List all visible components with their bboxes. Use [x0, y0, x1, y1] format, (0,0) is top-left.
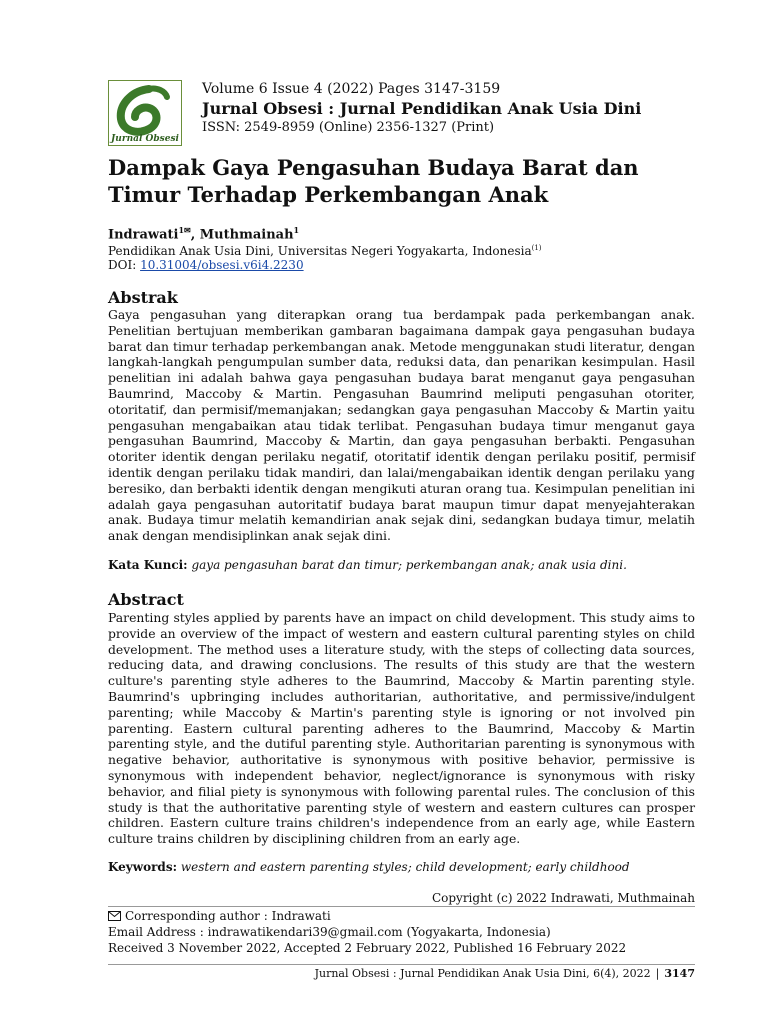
doi-line: [108, 257, 304, 274]
running-header-divider: [108, 964, 695, 965]
page-number: 3147: [664, 967, 695, 980]
abstrak-heading: Abstrak: [108, 288, 178, 307]
keywords-label: Keywords:: [108, 860, 178, 874]
author-separator: ,: [190, 227, 200, 243]
corresponding-author-line: [108, 908, 331, 924]
issn-line: ISSN: 2549-8959 (Online) 2356-1327 (Print): [202, 120, 495, 135]
abstract-body: Parenting styles applied by parents have an impact on child development. This study aims to provide an overview of the impact of western and eastern cultural parenting styles on child development. The method uses a literature study, with the steps of collecting data sources, reducing data, and drawing conclusions. The results of this study are that the western culture's parenting style adheres to the Baumrind, Maccoby & Martin parenting style. Baumrind's upbringing includes authoritarian, authoritative, and permissive/indulgent parenting; while Maccoby & Martin's parenting style is ignoring or not involved pin parenting. Eastern cultural parenting adheres to the Baumrind, Maccoby & Martin parenting style, and the dutiful parenting style. Authoritarian parenting is synonymous with negative behavior, authoritative is synonymous with positive behavior, permissive is synonymous with independent behavior, neglect/ignorance is synonymous with risky behavior, and filial piety is synonymous with following parental rules. The conclusion of this study is that the authoritative parenting style of western and eastern cultures can prosper children. Eastern culture trains children's independence from an early age, while Eastern culture trains children by disciplining children from an early age.: [108, 610, 695, 847]
keywords-line: [108, 859, 630, 875]
journal-header: [202, 80, 641, 137]
running-separator: |: [655, 967, 660, 980]
author-name: Muthmainah: [199, 227, 294, 243]
affiliation-superscript: (1): [531, 244, 542, 252]
footer-divider: [108, 906, 695, 907]
affiliation-text: Pendidikan Anak Usia Dini, Universitas Negeri Yogyakarta, Indonesia: [108, 244, 532, 258]
corresponding-author-text: Corresponding author : Indrawati: [125, 909, 331, 923]
envelope-icon: [108, 911, 121, 921]
article-title: Dampak Gaya Pengasuhan Budaya Barat dan Timur Terhadap Perkembangan Anak: [108, 155, 639, 207]
doi-link[interactable]: 10.31004/obsesi.v6i4.2230: [140, 258, 304, 272]
journal-name: Jurnal Obsesi : Jurnal Pendidikan Anak Usia Dini: [202, 99, 642, 118]
kata-kunci-values: gaya pengasuhan barat dan timur; perkembangan anak; anak usia dini.: [191, 558, 627, 572]
volume-line: Volume 6 Issue 4 (2022) Pages 3147-3159: [202, 81, 501, 97]
author-name: Indrawati: [108, 227, 179, 243]
journal-logo: [108, 80, 182, 146]
kata-kunci-label: Kata Kunci:: [108, 558, 188, 572]
journal-logo-mark-icon: [109, 81, 181, 145]
email-line: Email Address : indrawatikendari39@gmail.com (Yogyakarta, Indonesia): [108, 925, 551, 939]
author-superscript: 1✉: [178, 225, 191, 235]
abstrak-body: Gaya pengasuhan yang diterapkan orang tua berdampak pada perkembangan anak. Penelitian bertujuan memberikan gambaran bagaimana dampak gaya pengasuhan budaya barat dan timur terhadap perkembangan anak. Metode menggunakan studi literatur, dengan langkah-langkah pengumpulan sumber data, reduksi data, dan penarikan kesimpulan. Hasil penelitian ini adalah bahwa gaya pengasuhan budaya barat menganut gaya pengasuhan Baumrind, Maccoby & Martin. Pengasuhan Baumrind meliputi pengasuhan otoriter, otoritatif, dan permisif/memanjakan; sedangkan gaya pengasuhan Maccoby & Martin yaitu pengasuhan mengabaikan atau tidak terlibat. Pengasuhan budaya timur menganut gaya pengasuhan Baumrind, Maccoby & Martin, dan gaya pengasuhan berbakti. Pengasuhan otoriter identik dengan perilaku negatif, otoritatif identik dengan perilaku positif, permisif identik dengan perilaku tidak mandiri, dan lalai/mengabaikan identik dengan perilaku yang beresiko, dan berbakti identik dengan mengikuti aturan orang tua. Kesimpulan penelitian ini adalah gaya pengasuhan autoritatif budaya barat maupun timur dapat menyejahterakan anak. Budaya timur melatih kemandirian anak sejak dini, sedangkan budaya timur, melatih anak dengan mendisiplinkan anak sejak dini.: [108, 307, 695, 544]
author-superscript: 1: [293, 225, 300, 235]
abstract-heading: Abstract: [108, 590, 184, 609]
doi-label: DOI:: [108, 258, 141, 272]
logo-lettering: Jurnal Obsesi: [111, 134, 179, 144]
running-footer: [315, 966, 695, 981]
received-line: Received 3 November 2022, Accepted 2 February 2022, Published 16 February 2022: [108, 941, 627, 955]
kata-kunci-line: [108, 557, 627, 573]
copyright-line: Copyright (c) 2022 Indrawati, Muthmainah: [431, 891, 695, 905]
running-journal-citation: Jurnal Obsesi : Jurnal Pendidikan Anak Usia Dini, 6(4), 2022: [314, 967, 651, 980]
keywords-values: western and eastern parenting styles; child development; early childhood: [180, 860, 630, 874]
